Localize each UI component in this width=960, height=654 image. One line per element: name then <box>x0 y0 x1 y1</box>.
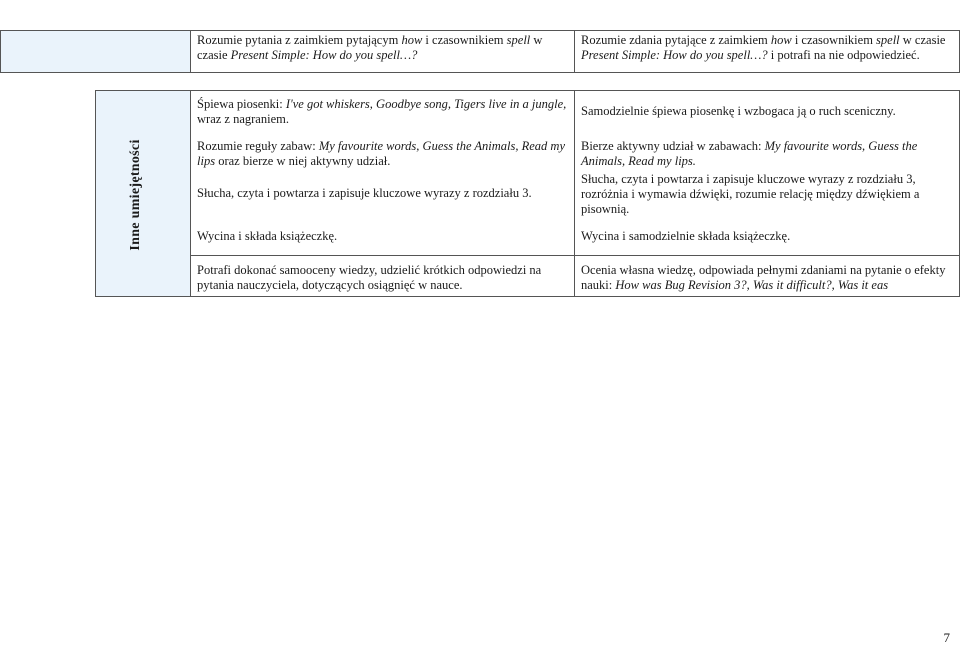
right-self: Ocenia własna wiedzę, odpowiada pełnymi zdaniami na pytanie o efekty nauki: How was Bug Revision 3?, Was it difficult?, Was it eas <box>581 263 946 292</box>
page-number: 7 <box>943 630 950 645</box>
left-games: Rozumie reguły zabaw: My favourite words, Guess the Animals, Read my lips oraz bierze w niej aktywny udział. <box>197 139 565 168</box>
top-left-text: Rozumie pytania z zaimkiem pytającym how i czasownikiem spell w czasie Present Simple: How do you spell…? <box>197 33 543 62</box>
left-songs: Śpiewa piosenki: I've got whiskers, Goodbye song, Tigers live in a jungle, wraz z nagraniem. <box>197 97 567 126</box>
left-self: Potrafi dokonać samooceny wiedzy, udzielić krótkich odpowiedzi na pytania nauczyciela, dotyczących osiągnięć w nauce. <box>197 263 542 292</box>
left-booklet: Wycina i składa książeczkę. <box>197 229 338 243</box>
left-listen: Słucha, czyta i powtarza i zapisuje kluczowe wyrazy z rozdziału 3. <box>197 186 532 200</box>
section-label: Inne umiejętności <box>128 139 143 251</box>
top-side-cell <box>0 30 191 73</box>
right-songs: Samodzielnie śpiewa piosenkę i wzbogaca ją o ruch sceniczny. <box>581 104 896 118</box>
right-games: Bierze aktywny udział w zabawach: My favourite words, Guess the Animals, Read my lips. <box>581 139 918 168</box>
right-listen: Słucha, czyta i powtarza i zapisuje kluczowe wyrazy z rozdziału 3, rozróżnia i wymawia dźwięki, rozumie relację między dźwiękiem a pisownią. <box>581 172 920 216</box>
top-right-text: Rozumie zdania pytające z zaimkiem how i czasownikiem spell w czasie Present Simple: How do you spell…? i potrafi na nie odpowiedzieć. <box>581 33 946 62</box>
right-booklet: Wycina i samodzielnie składa książeczkę. <box>581 229 791 243</box>
